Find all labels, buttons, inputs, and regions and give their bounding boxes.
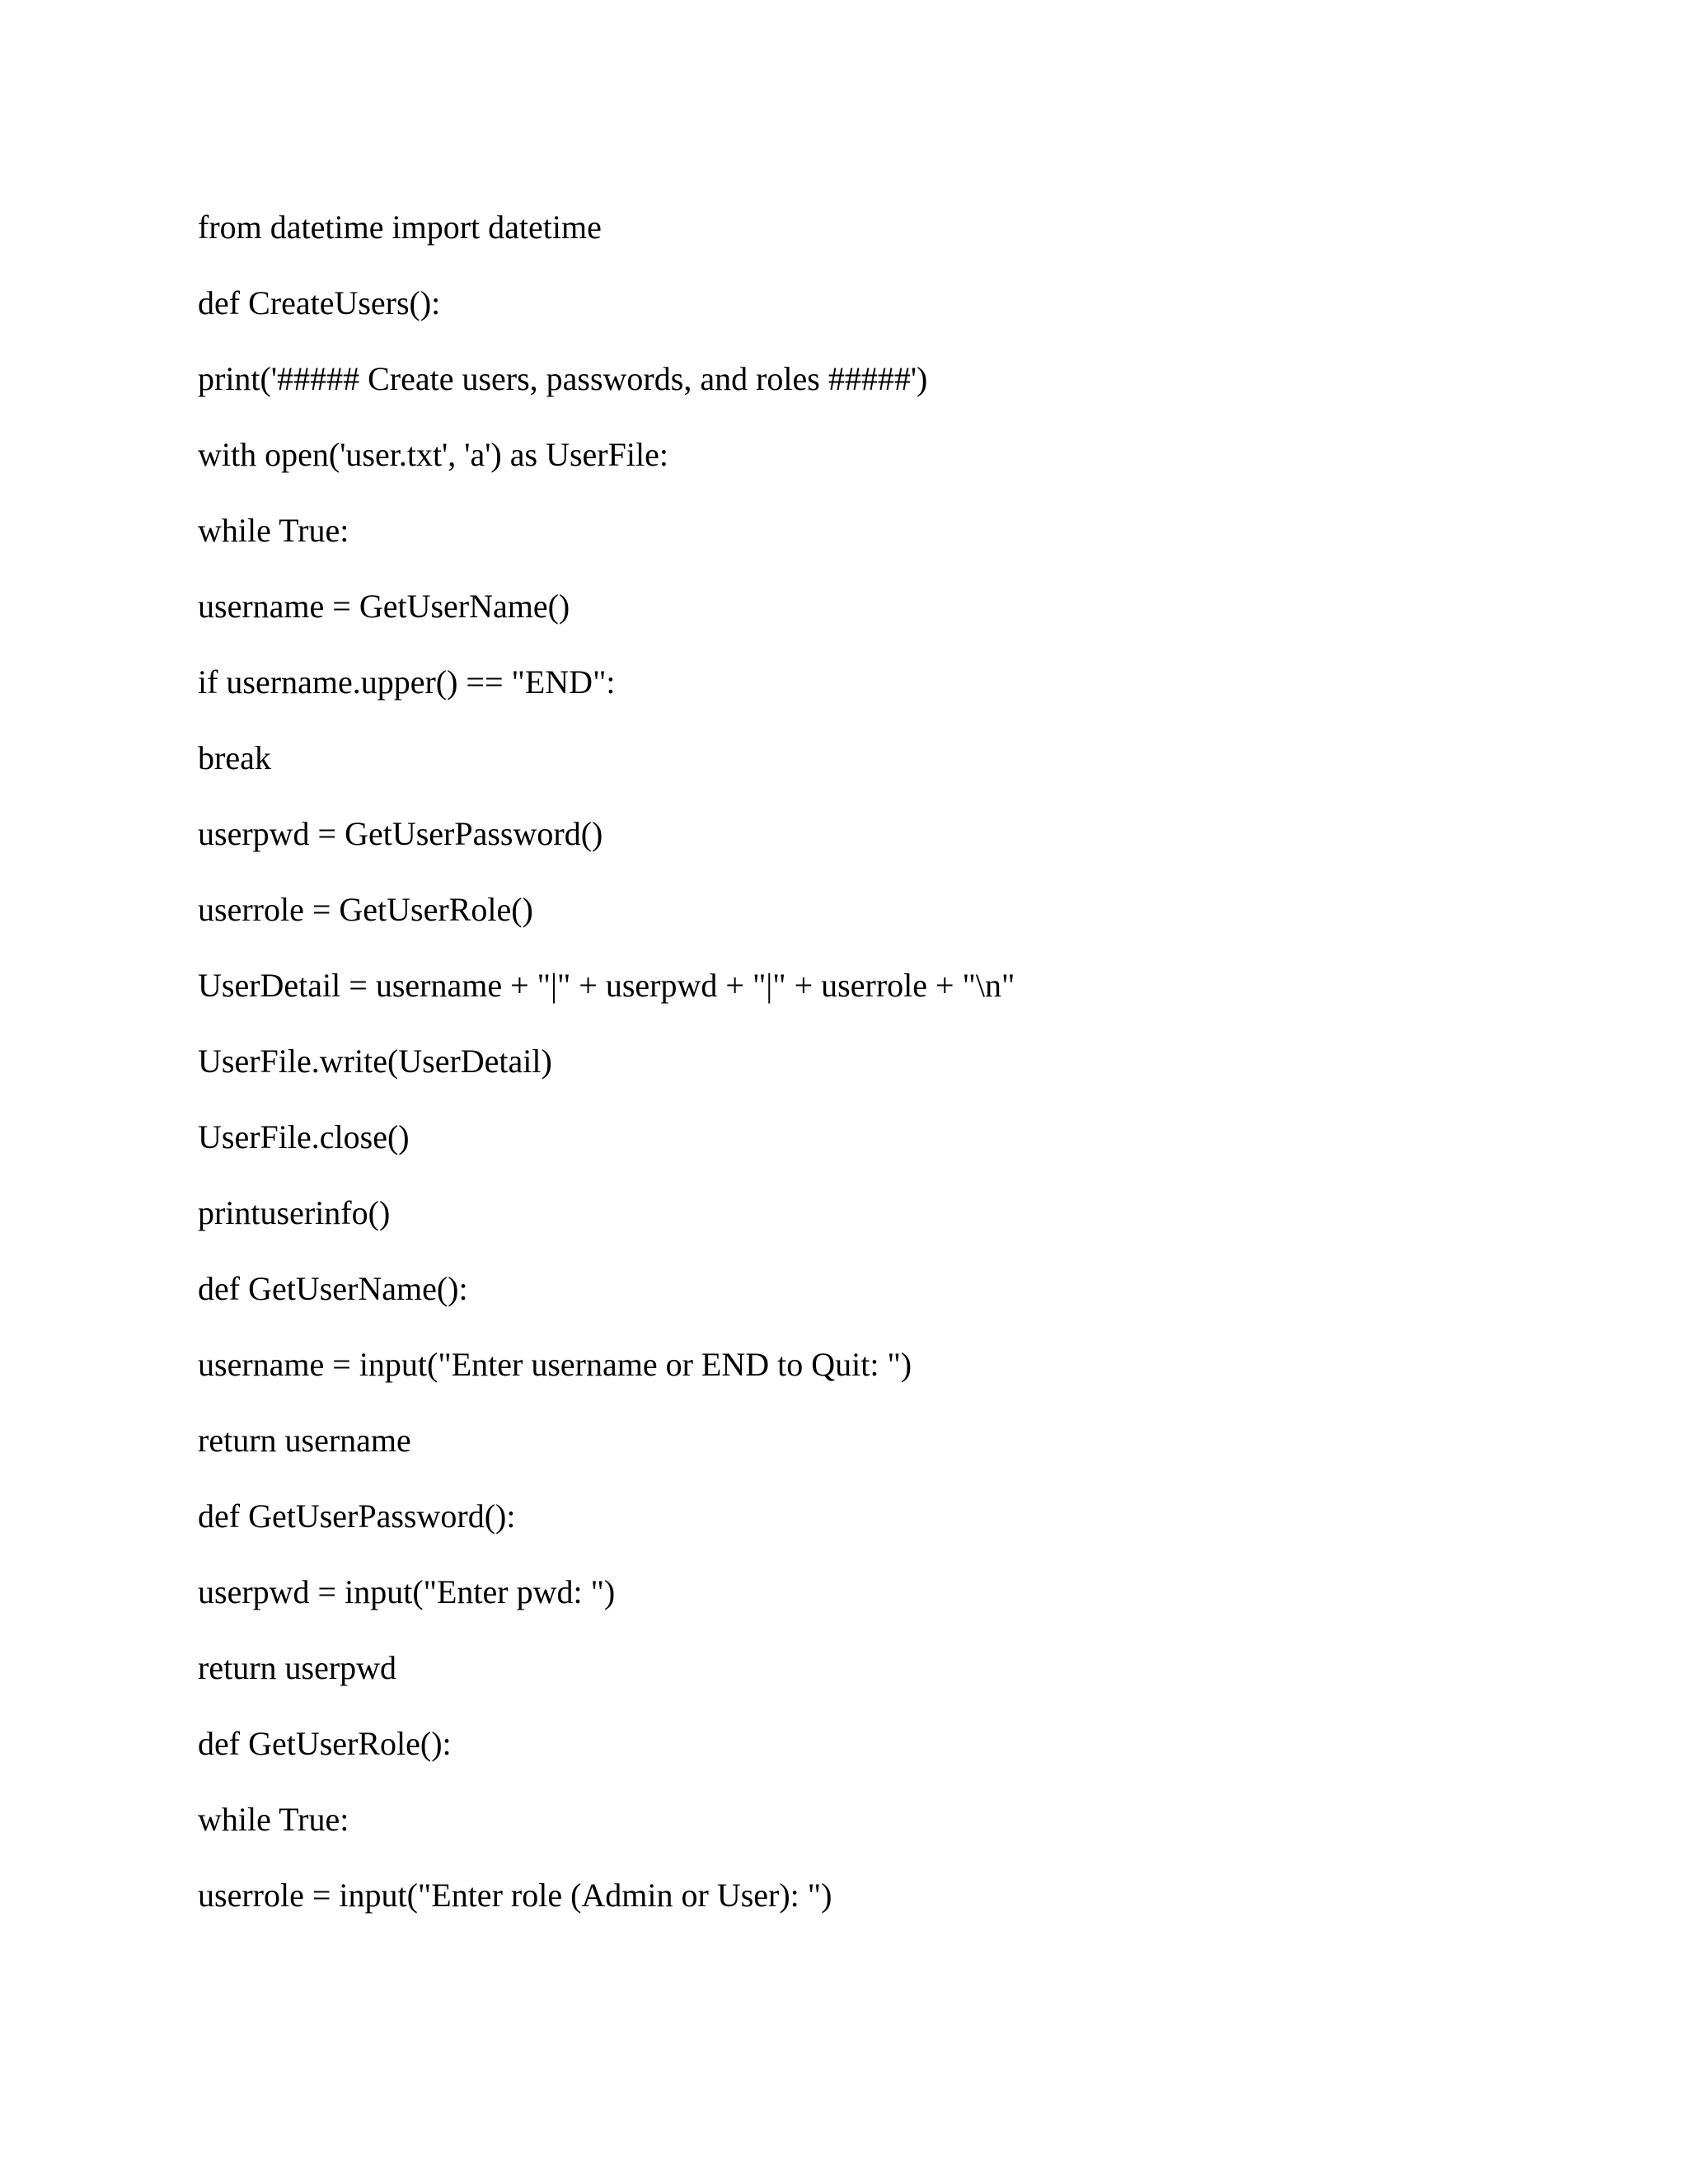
code-line: userpwd = GetUserPassword() <box>198 815 603 852</box>
code-line: UserDetail = username + "|" + userpwd + "|" + userrole + "\n" <box>198 967 1015 1004</box>
code-line: username = GetUserName() <box>198 588 570 625</box>
code-line: UserFile.write(UserDetail) <box>198 1043 552 1080</box>
code-line: if username.upper() == "END": <box>198 663 616 701</box>
code-line: break <box>198 739 271 776</box>
code-line: def GetUserName(): <box>198 1270 468 1307</box>
code-line: while True: <box>198 1801 349 1838</box>
code-line: userpwd = input("Enter pwd: ") <box>198 1573 616 1610</box>
code-line: return userpwd <box>198 1649 397 1686</box>
code-line: userrole = input("Enter role (Admin or User): ") <box>198 1877 832 1914</box>
code-line: def GetUserPassword(): <box>198 1497 516 1535</box>
code-line: userrole = GetUserRole() <box>198 891 533 928</box>
code-line: while True: <box>198 512 349 549</box>
code-line: return username <box>198 1422 411 1459</box>
code-line: print('##### Create users, passwords, and roles #####') <box>198 360 928 397</box>
code-line: printuserinfo() <box>198 1194 391 1231</box>
code-line: def CreateUsers(): <box>198 284 441 321</box>
code-line: from datetime import datetime <box>198 209 602 246</box>
code-line: def GetUserRole(): <box>198 1725 452 1762</box>
code-line: UserFile.close() <box>198 1118 410 1155</box>
code-listing <box>198 190 1599 1933</box>
code-line: username = input("Enter username or END to Quit: ") <box>198 1346 912 1383</box>
code-line: with open('user.txt', 'a') as UserFile: <box>198 436 668 473</box>
